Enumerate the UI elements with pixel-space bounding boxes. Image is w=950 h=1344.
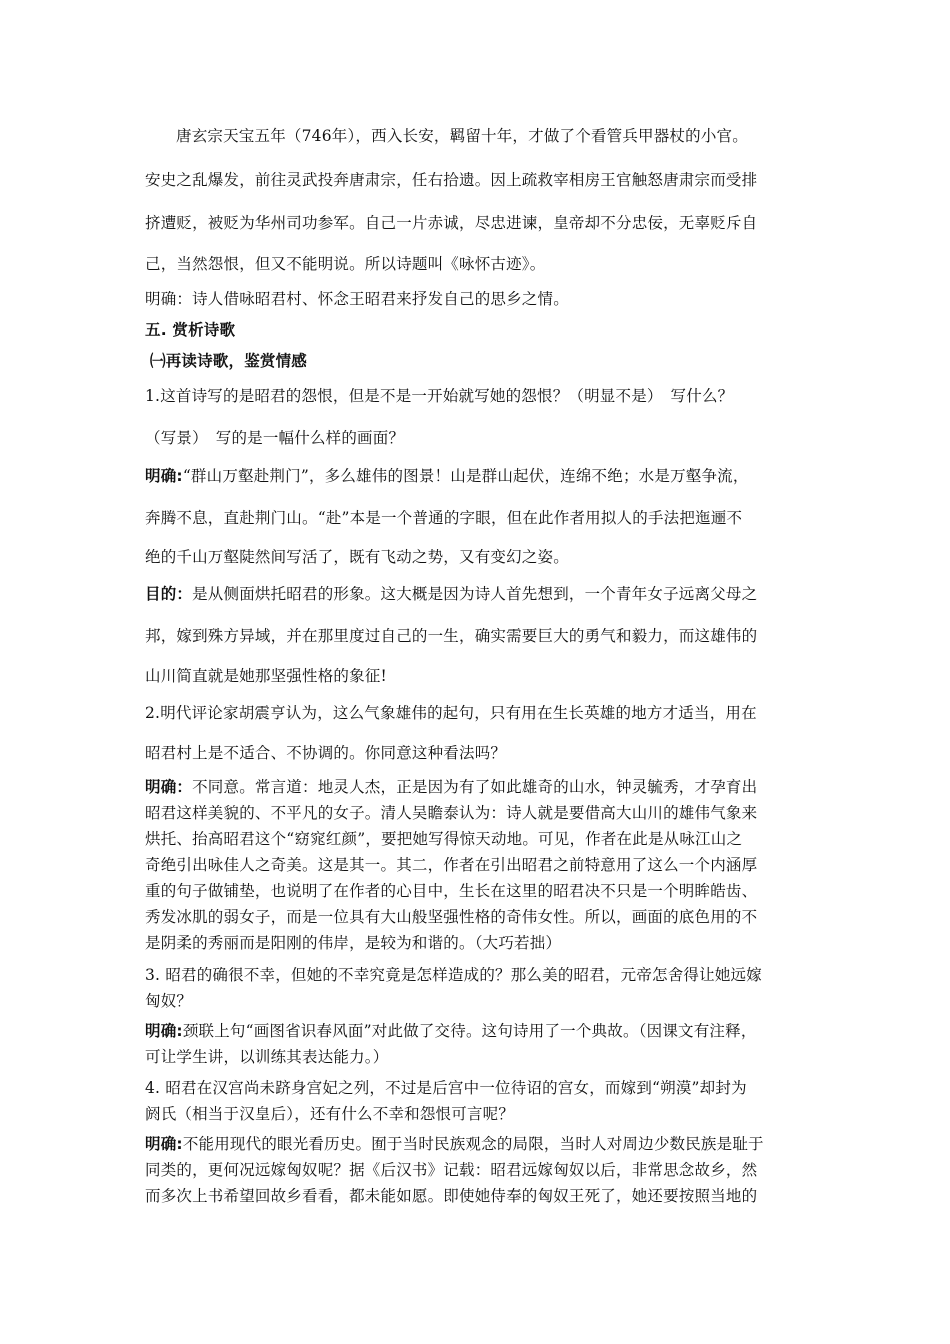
answer-line: 是阴柔的秀丽而是阳刚的伟岸，是较为和谐的。（大巧若拙） bbox=[145, 934, 562, 952]
question-line: 1.这首诗写的是昭君的怨恨，但是不是一开始就写她的怨恨？（明显不是） 写什么？ bbox=[145, 387, 734, 405]
paragraph-line: 明确：诗人借咏昭君村、怀念王昭君来抒发自己的思乡之情。 bbox=[145, 290, 569, 308]
answer-line bbox=[145, 1021, 825, 1041]
answer-label: 明确: bbox=[145, 1022, 183, 1040]
answer-line: 奇绝引出咏佳人之奇美。这是其一。其二，作者在引出昭君之前特意用了这么一个内涵厚 bbox=[145, 856, 758, 874]
purpose-line: 山川简直就是她那坚强性格的象征! bbox=[145, 667, 387, 685]
paragraph-line: 己，当然怨恨，但又不能明说。所以诗题叫《咏怀古迹》。 bbox=[145, 255, 546, 273]
answer-text: “群山万壑赴荆门”，多么雄伟的图景！山是群山起伏，连绵不绝；水是万壑争流， bbox=[182, 467, 749, 485]
answer-line: 同类的，更何况远嫁匈奴呢？据《后汉书》记载：昭君远嫁匈奴以后，非常思念故乡，然 bbox=[145, 1161, 758, 1179]
answer-text: 不同意。常言道：地灵人杰，正是因为有了如此雄奇的山水，钟灵毓秀，才孕育出 bbox=[192, 778, 758, 796]
question-line: 2.明代评论家胡震亨认为，这么气象雄伟的起句，只有用在生长英雄的地方才适当，用在 bbox=[145, 704, 757, 722]
answer-line: 奔腾不息，直赴荆门山。“赴”本是一个普通的字眼，但在此作者用拟人的手法把迤逦不 bbox=[145, 509, 743, 527]
answer-line: 而多次上书希望回故乡看看，都未能如愿。即使她侍奉的匈奴王死了，她还要按照当地的 bbox=[145, 1187, 758, 1205]
purpose-line bbox=[145, 584, 825, 604]
answer-line bbox=[145, 1134, 825, 1154]
question-line: 昭君村上是不适合、不协调的。你同意这种看法吗？ bbox=[145, 744, 507, 762]
paragraph-line: 挤遭贬，被贬为华州司功参军。自己一片赤诚，尽忠进谏，皇帝却不分忠佞，无辜贬斥自 bbox=[145, 214, 758, 232]
question-line: （写景） 写的是一幅什么样的画面？ bbox=[145, 429, 405, 447]
purpose-label: 目的： bbox=[145, 585, 193, 603]
answer-label: 明确： bbox=[145, 778, 193, 796]
answer-line bbox=[145, 777, 825, 797]
paragraph-line: 唐玄宗天宝五年（746年），西入长安，羁留十年，才做了个看管兵甲器杖的小官。 bbox=[176, 127, 748, 145]
answer-line: 绝的千山万壑陡然间写活了，既有飞动之势，又有变幻之姿。 bbox=[145, 548, 569, 566]
question-line: 匈奴？ bbox=[145, 992, 193, 1010]
answer-text: 颈联上句“画图省识春风面”对此做了交待。这句诗用了一个典故。（因课文有注释， bbox=[182, 1022, 757, 1040]
subsection-heading: ㈠再读诗歌，鉴赏情感 bbox=[150, 352, 308, 370]
purpose-line: 邦，嫁到殊方异域，并在那里度过自己的一生，确实需要巨大的勇气和毅力，而这雄伟的 bbox=[145, 627, 758, 645]
answer-line: 烘托、抬高昭君这个“窈窕红颜”，要把她写得惊天动地。可见，作者在此是从咏江山之 bbox=[145, 830, 743, 848]
answer-text: 不能用现代的眼光看历史。囿于当时民族观念的局限，当时人对周边少数民族是耻于 bbox=[182, 1135, 764, 1153]
answer-line: 昭君这样美貌的、不平凡的女子。清人吴瞻泰认为：诗人就是要借高大山川的雄伟气象来 bbox=[145, 804, 758, 822]
question-line: 4. 昭君在汉宫尚未跻身宫妃之列，不过是后宫中一位待诏的宫女，而嫁到“朔漠”却封为 bbox=[145, 1079, 747, 1097]
answer-line: 可让学生讲，以训练其表达能力。） bbox=[145, 1048, 389, 1066]
answer-line bbox=[145, 466, 825, 486]
answer-line: 重的句子做铺垫，也说明了在作者的心目中，生长在这里的昭君决不只是一个明眸皓齿、 bbox=[145, 882, 758, 900]
question-line: 阏氏（相当于汉皇后），还有什么不幸和怨恨可言呢？ bbox=[145, 1105, 515, 1123]
answer-label: 明确: bbox=[145, 467, 183, 485]
paragraph-line: 安史之乱爆发，前往灵武投奔唐肃宗，任右拾遗。因上疏救宰相房王官触怒唐肃宗而受排 bbox=[145, 171, 758, 189]
question-line: 3. 昭君的确很不幸，但她的不幸究竟是怎样造成的？那么美的昭君，元帝怎舍得让她远嫁 bbox=[145, 966, 762, 984]
answer-line: 秀发冰肌的弱女子，而是一位具有大山般坚强性格的奇伟女性。所以，画面的底色用的不 bbox=[145, 908, 758, 926]
purpose-text: 是从侧面烘托昭君的形象。这大概是因为诗人首先想到，一个青年女子远离父母之 bbox=[192, 585, 758, 603]
section-heading: 五. 赏析诗歌 bbox=[145, 321, 236, 339]
answer-label: 明确: bbox=[145, 1135, 183, 1153]
